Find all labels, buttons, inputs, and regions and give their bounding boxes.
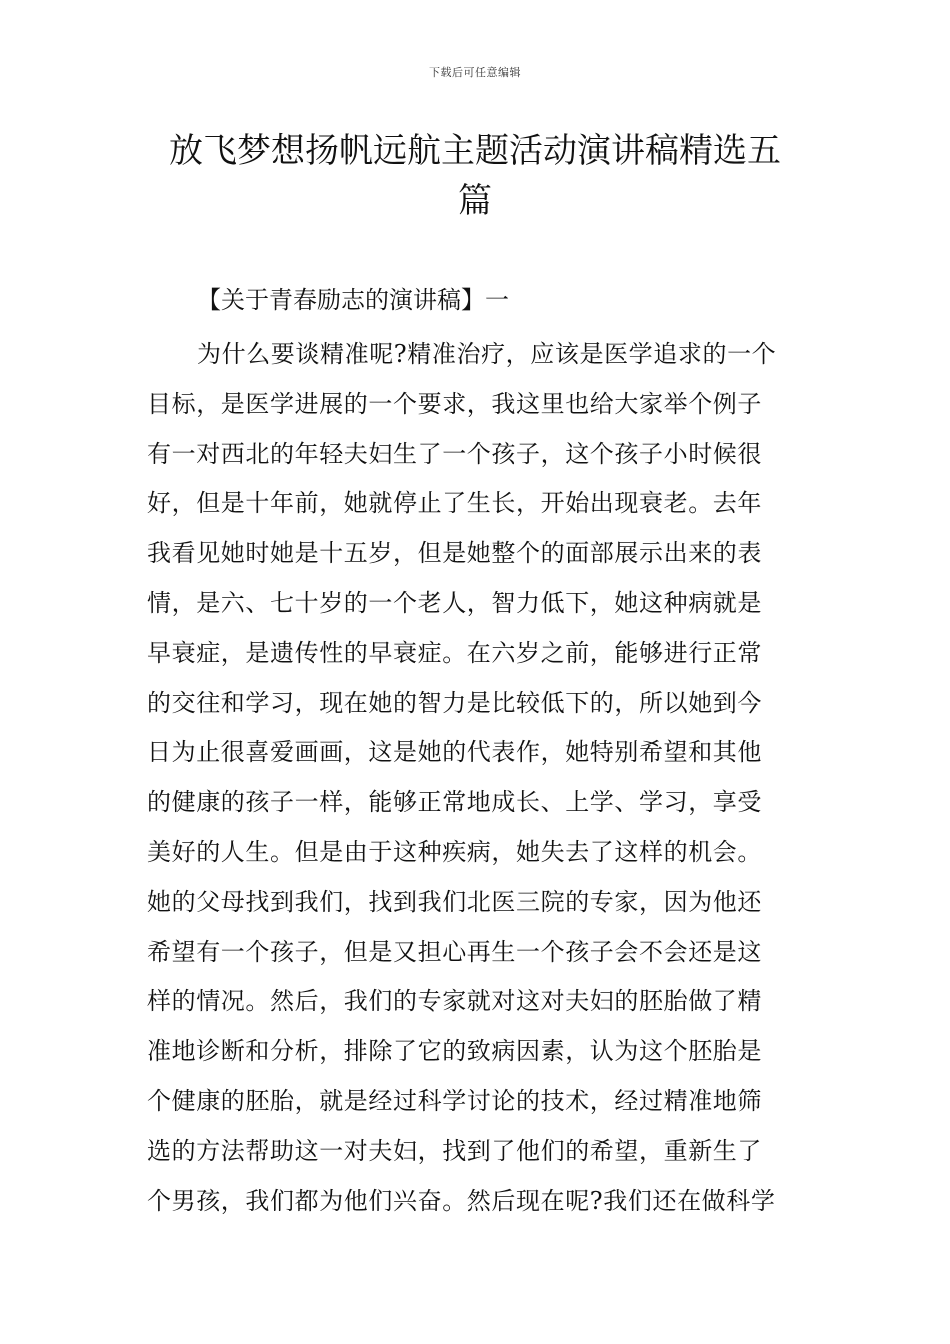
body-line: 好，但是十年前，她就停止了生长，开始出现衰老。去年 — [147, 489, 762, 518]
body-line: 美好的人生。但是由于这种疾病，她失去了这样的机会。 — [147, 837, 762, 866]
body-text — [147, 330, 812, 1226]
body-line: 为什么要谈精准呢?精准治疗，应该是医学追求的一个 — [197, 340, 777, 368]
body-line: 情，是六、七十岁的一个老人，智力低下，她这种病就是 — [147, 588, 762, 617]
body-line: 早衰症，是遗传性的早衰症。在六岁之前，能够进行正常 — [147, 638, 762, 667]
body-line: 目标，是医学进展的一个要求，我这里也给大家举个例子 — [147, 389, 762, 418]
section-heading: 【关于青春励志的演讲稿】一 — [197, 286, 509, 314]
body-line: 我看见她时她是十五岁，但是她整个的面部展示出来的表 — [147, 539, 762, 568]
title-line-1: 放飞梦想扬帆远航主题活动演讲稿精选五 — [169, 131, 781, 171]
body-line: 个健康的胚胎，就是经过科学讨论的技术，经过精准地筛 — [147, 1086, 762, 1115]
body-line: 准地诊断和分析，排除了它的致病因素，认为这个胚胎是 — [147, 1037, 762, 1066]
body-line: 的交往和学习，现在她的智力是比较低下的，所以她到今 — [147, 688, 762, 717]
document-title — [120, 126, 830, 226]
body-line: 她的父母找到我们，找到我们北医三院的专家，因为他还 — [147, 887, 762, 916]
body-line: 日为止很喜爱画画，这是她的代表作，她特别希望和其他 — [147, 738, 762, 767]
body-line: 选的方法帮助这一对夫妇，找到了他们的希望，重新生了 — [147, 1136, 762, 1165]
title-line-2: 篇 — [458, 181, 492, 221]
body-line: 有一对西北的年轻夫妇生了一个孩子，这个孩子小时候很 — [147, 439, 762, 468]
body-line: 的健康的孩子一样，能够正常地成长、上学、学习，享受 — [147, 788, 762, 817]
body-line: 样的情况。然后，我们的专家就对这对夫妇的胚胎做了精 — [147, 987, 762, 1016]
body-line: 希望有一个孩子，但是又担心再生一个孩子会不会还是这 — [147, 937, 762, 966]
body-line: 个男孩，我们都为他们兴奋。然后现在呢?我们还在做科学 — [147, 1186, 776, 1215]
header-note: 下载后可任意编辑 — [429, 66, 521, 79]
